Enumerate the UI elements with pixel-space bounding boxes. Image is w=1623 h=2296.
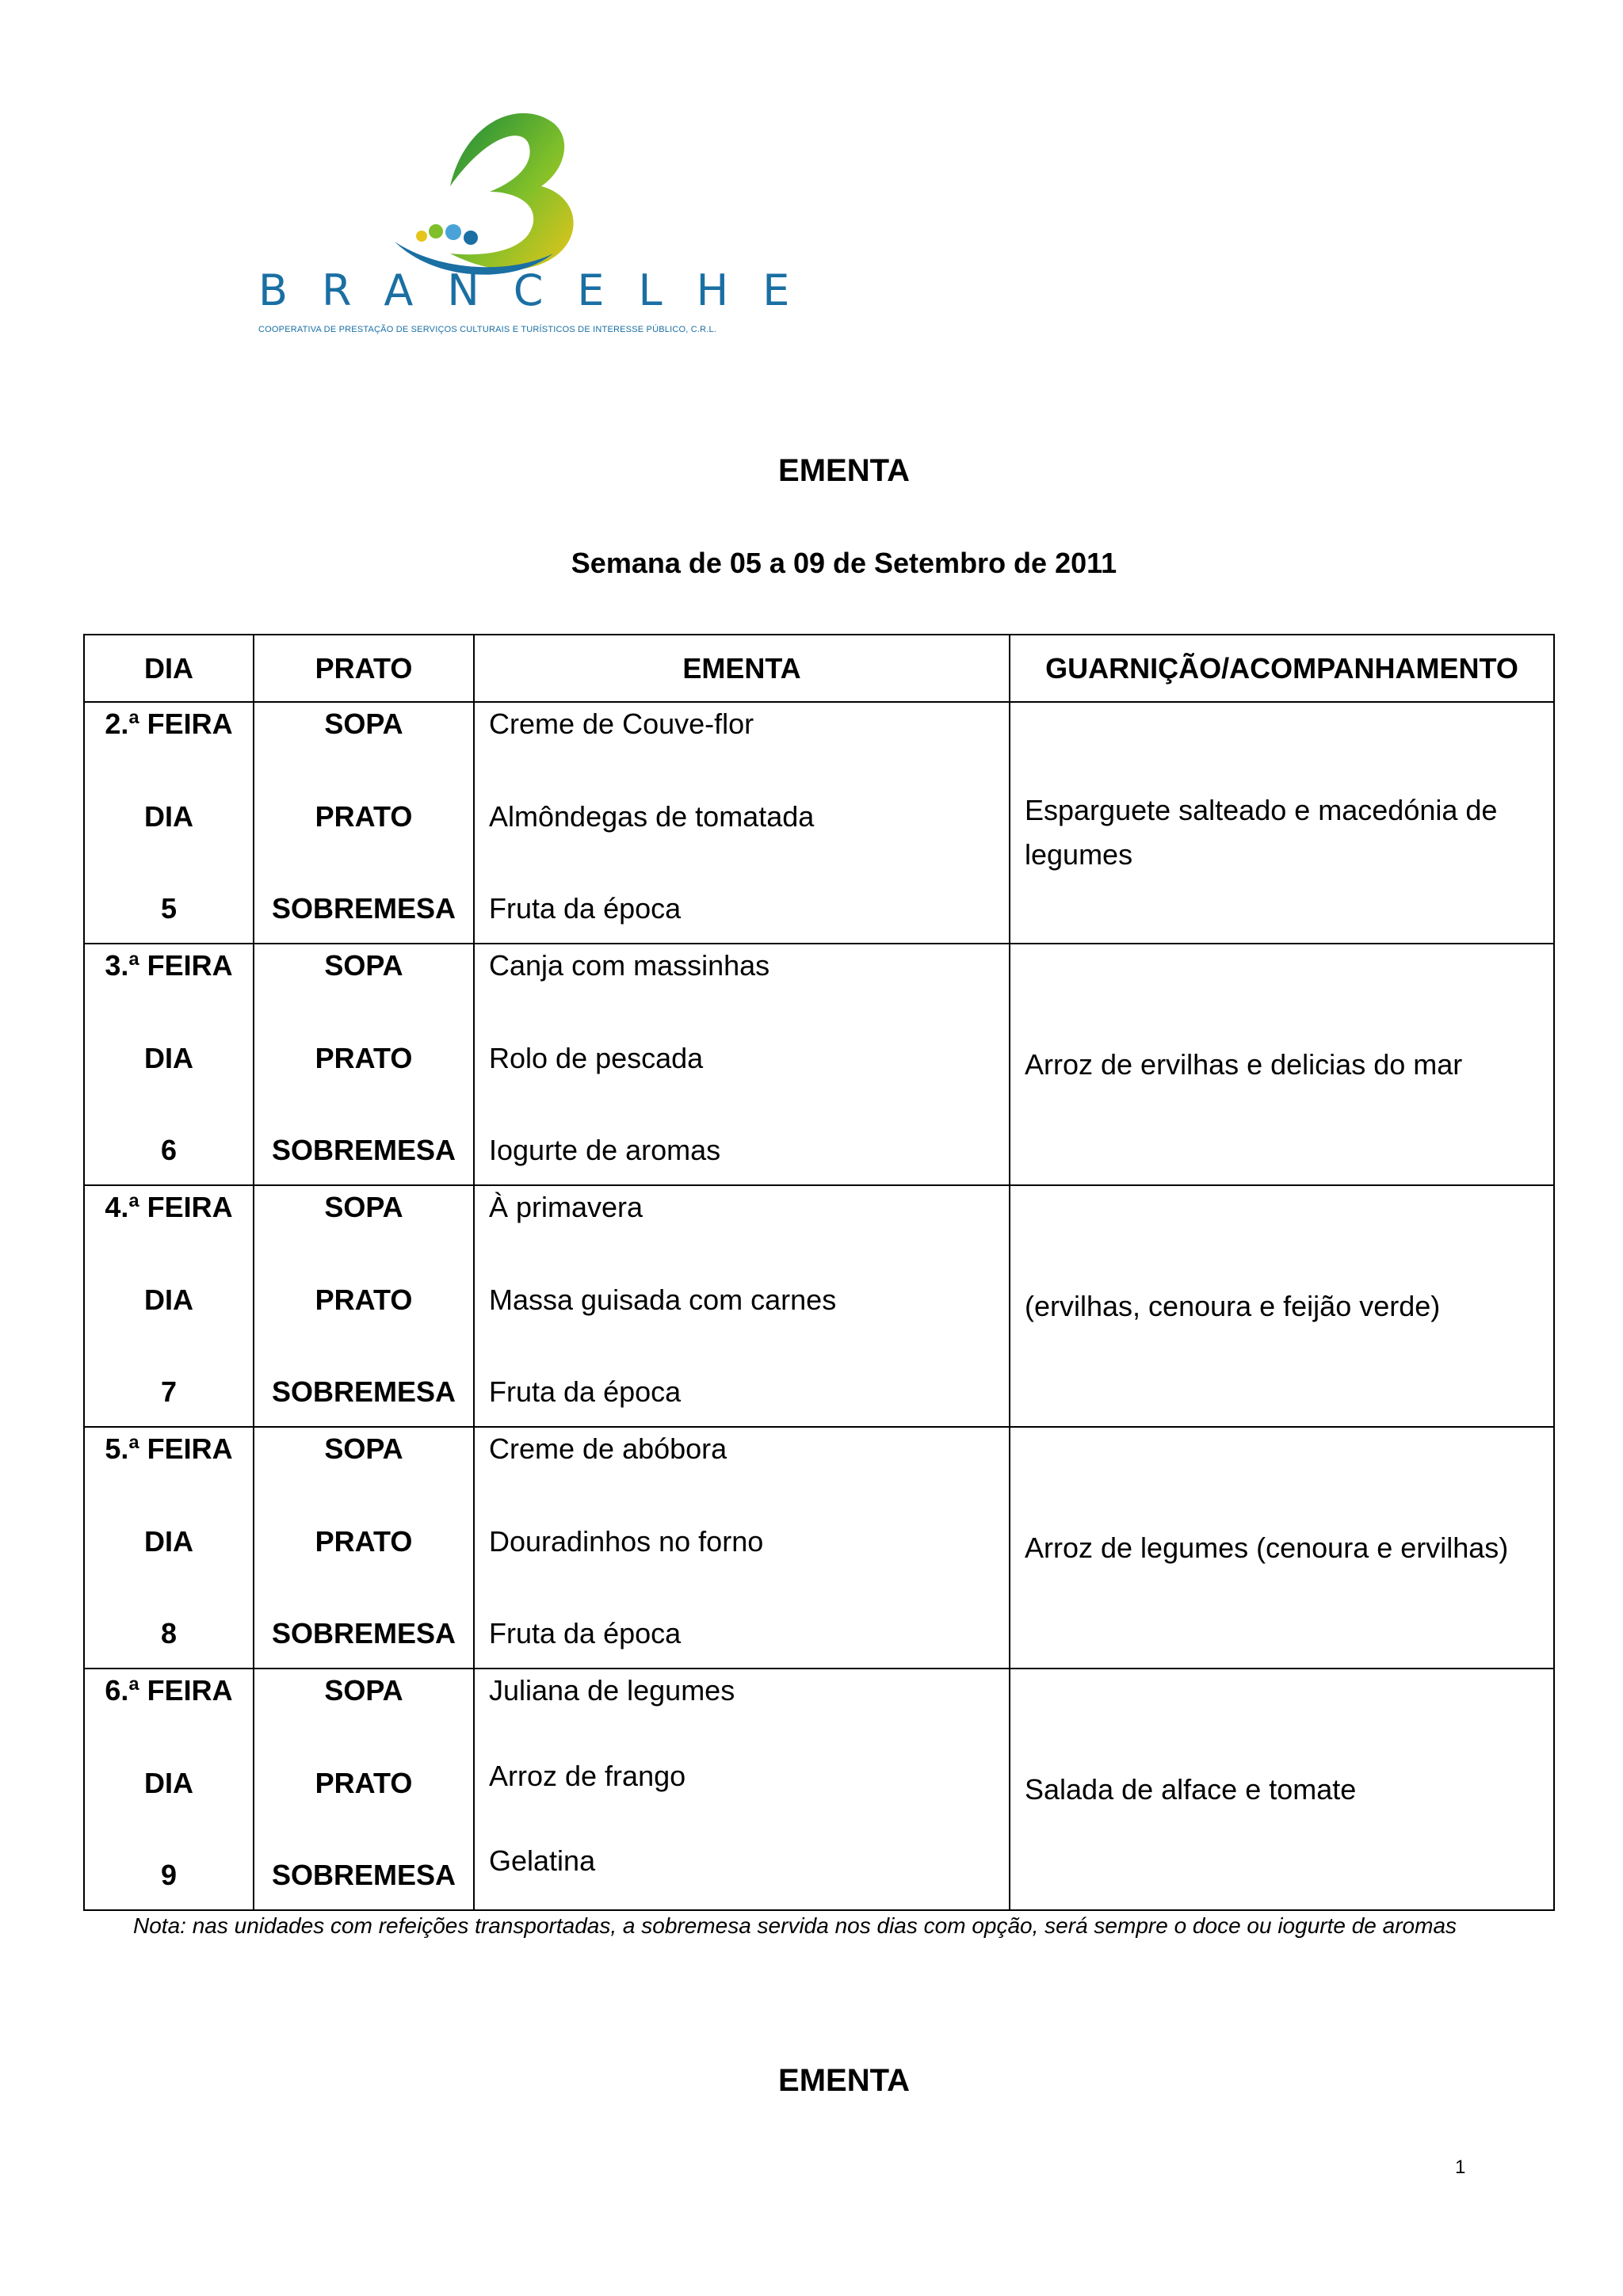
course-sobremesa: SOBREMESA [271,1617,456,1650]
menu-soup: Creme de Couve-flor [489,707,754,740]
weekday: 6.ª FEIRA [105,1674,233,1707]
menu-dessert: Fruta da época [489,1617,682,1650]
header-ementa: EMENTA [474,635,1010,702]
menu-main: Almôndegas de tomatada [489,799,815,833]
menu-main: Arroz de frango [489,1759,686,1792]
side-dish: Arroz de ervilhas e delicias do mar [1025,1047,1463,1081]
side-cell [1010,944,1554,1185]
table-row [84,1427,1554,1669]
day-label: DIA [144,1041,193,1074]
menu-main: Massa guisada com carnes [489,1283,837,1316]
course-sopa: SOPA [324,949,403,982]
day-cell [84,1669,254,1910]
day-label: DIA [144,799,193,833]
day-number: 9 [160,1859,178,1891]
menu-dessert: Fruta da época [489,892,682,925]
course-sobremesa: SOBREMESA [271,1134,456,1166]
day-cell [84,702,254,944]
course-cell [254,1427,474,1669]
second-title: EMENTA [778,2063,910,2098]
weekday: 5.ª FEIRA [105,1432,233,1465]
course-cell [254,1185,474,1427]
weekday: 4.ª FEIRA [105,1191,233,1223]
menu-soup: Juliana de legumes [489,1674,735,1707]
table-row [84,702,1554,944]
course-prato: PRATO [315,1524,413,1558]
course-cell [254,1669,474,1910]
side-dish: Esparguete salteado e macedónia de legumes [1025,794,1498,871]
header-guarnicao: GUARNIÇÃO/ACOMPANHAMENTO [1010,635,1554,702]
course-prato: PRATO [315,1766,413,1799]
menu-table [83,634,1555,1911]
course-cell [254,702,474,944]
side-cell [1010,1427,1554,1669]
menu-soup: À primavera [489,1191,643,1223]
side-dish: Arroz de legumes (cenoura e ervilhas) [1025,1531,1509,1564]
course-sopa: SOPA [324,1674,403,1707]
course-sobremesa: SOBREMESA [271,1859,456,1891]
day-number: 7 [160,1375,178,1408]
menu-soup: Creme de abóbora [489,1432,727,1465]
day-cell [84,944,254,1185]
day-label: DIA [144,1766,193,1799]
weekday: 2.ª FEIRA [105,707,233,740]
course-prato: PRATO [315,1041,413,1074]
side-dish: (ervilhas, cenoura e feijão verde) [1025,1289,1441,1322]
side-dish: Salada de alface e tomate [1025,1772,1357,1806]
menu-cell [474,702,1010,944]
menu-main: Douradinhos no forno [489,1524,764,1558]
logo-name: BRANCELHE [258,265,824,315]
menu-cell [474,1185,1010,1427]
day-cell [84,1427,254,1669]
course-cell [254,944,474,1185]
table-row [84,1669,1554,1910]
menu-cell [474,1427,1010,1669]
day-cell [84,1185,254,1427]
menu-dessert: Fruta da época [489,1375,682,1408]
course-sopa: SOPA [324,707,403,740]
header-prato: PRATO [254,635,474,702]
course-prato: PRATO [315,1283,413,1316]
course-sopa: SOPA [324,1191,403,1223]
menu-soup: Canja com massinhas [489,949,770,982]
table-row [84,944,1554,1185]
menu-cell [474,944,1010,1185]
table-row [84,1185,1554,1427]
week-subtitle: Semana de 05 a 09 de Setembro de 2011 [571,547,1117,579]
menu-dessert: Gelatina [489,1844,596,1877]
page-title: EMENTA [778,453,910,488]
logo-subtitle: COOPERATIVA DE PRESTAÇÃO DE SERVIÇOS CULTURAIS E TURÍSTICOS DE INTERESSE PÚBLICO, C.R.L. [258,325,717,334]
menu-main: Rolo de pescada [489,1041,704,1074]
weekday: 3.ª FEIRA [105,949,233,982]
day-number: 8 [160,1617,178,1650]
day-number: 6 [160,1134,178,1166]
course-sopa: SOPA [324,1432,403,1465]
day-label: DIA [144,1524,193,1558]
side-cell [1010,1669,1554,1910]
header-dia: DIA [84,635,254,702]
menu-dessert: Iogurte de aromas [489,1134,721,1166]
page-number: 1 [1455,2157,1466,2178]
table-header-row [84,635,1554,702]
day-number: 5 [160,892,178,925]
course-prato: PRATO [315,799,413,833]
footnote: Nota: nas unidades com refeições transportadas, a sobremesa servida nos dias com opção, será sempre o doce ou iogurte de aromas [133,1913,1457,1938]
menu-cell [474,1669,1010,1910]
side-cell [1010,702,1554,944]
course-sobremesa: SOBREMESA [271,892,456,925]
day-label: DIA [144,1283,193,1316]
course-sobremesa: SOBREMESA [271,1375,456,1408]
side-cell [1010,1185,1554,1427]
